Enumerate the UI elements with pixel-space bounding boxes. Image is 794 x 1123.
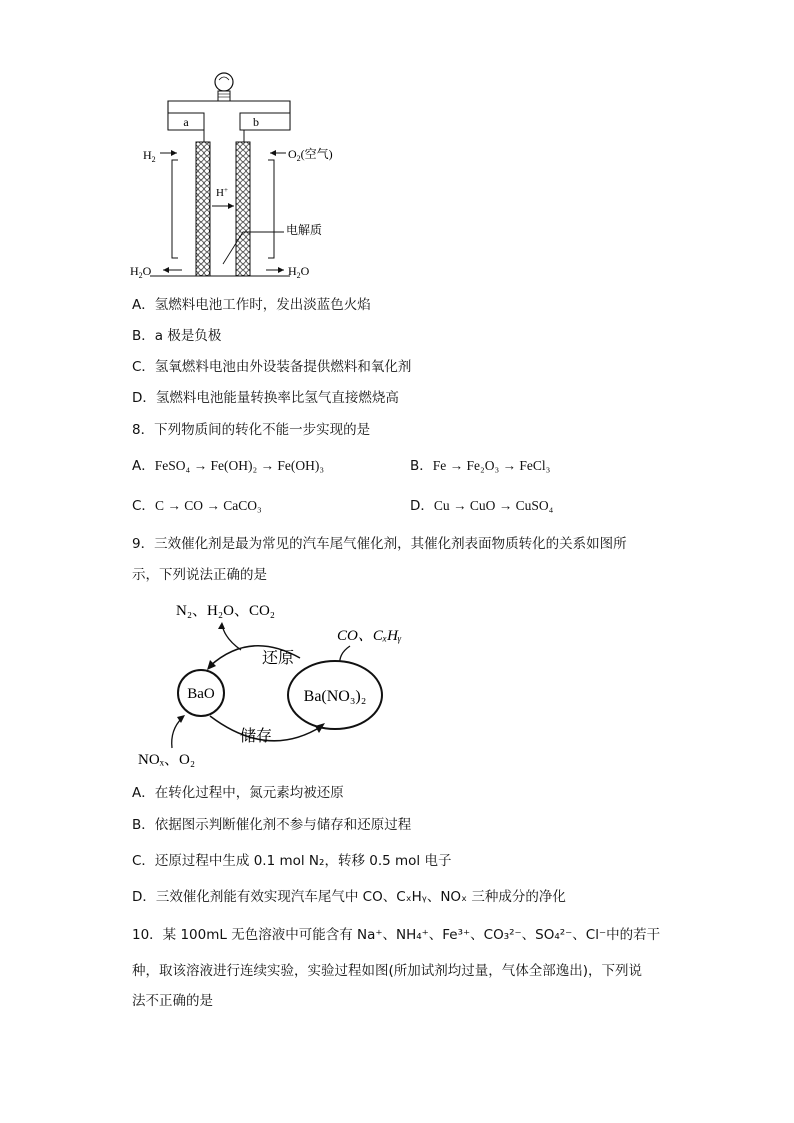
bano3-label: Ba(NO₃)₂: [303, 688, 367, 705]
q7-option-c: C．氢氧燃料电池由外设装备提供燃料和氧化剂: [132, 359, 412, 375]
bao-label: BaO: [187, 686, 215, 702]
q10-line1: 10．某 100mL 无色溶液中可能含有 Na⁺、NH₄⁺、Fe³⁺、CO₃²⁻、SO₄²⁻、Cl⁻中的若干: [132, 927, 661, 943]
q8-option-c: C．C → CO → CaCO₃: [132, 498, 262, 514]
reduce-label: 还原: [262, 650, 295, 667]
q7-option-d: D．氢燃料电池能量转换率比氢气直接燃烧高: [132, 390, 399, 406]
reductants-label: CO、CₓHᵧ: [337, 628, 402, 644]
q8-option-a: A．FeSO₄ → Fe(OH)₂ → Fe(OH)₃: [132, 458, 325, 474]
electrolyte-label: 电解质: [286, 223, 323, 237]
o2-inlet-label: $O_2$(空气): [288, 147, 333, 163]
q9-stem-line1: 9．三效催化剂是最为常见的汽车尾气催化剂，其催化剂表面物质转化的关系如图所: [132, 536, 627, 552]
reactants-label: NOₓ、O₂: [138, 752, 196, 768]
q8-option-d: D．Cu → CuO → CuSO₄: [410, 498, 554, 514]
q10-line3: 法不正确的是: [132, 993, 213, 1009]
reactants-arrow: [172, 718, 182, 748]
h2o-left-label: $H_2O$: [130, 264, 152, 280]
q8-option-b: B．Fe → Fe₂O₃ → FeCl₃: [410, 458, 551, 474]
cathode-electrode: [236, 142, 250, 276]
label-b: b: [253, 115, 259, 129]
q8-d-formula: Cu → CuO → CuSO₄: [433, 498, 554, 513]
label-a: a: [183, 115, 189, 129]
anode-electrode: [196, 142, 210, 276]
h2-inlet-label: $H_2$: [143, 148, 156, 164]
q8-c-formula: C → CO → CaCO₃: [154, 498, 262, 513]
products-arrow: [222, 624, 241, 650]
q8-a-formula: FeSO₄ → Fe(OH)₂ → Fe(OH)₃: [154, 458, 325, 473]
h-ion-label: H+: [216, 186, 228, 199]
terminal-b-box: [240, 113, 290, 130]
h2o-right-label: $H_2O$: [288, 264, 310, 280]
q9-option-a: A．在转化过程中，氮元素均被还原: [132, 785, 344, 801]
electrolyte-pointer: [223, 232, 284, 264]
store-label: 储存: [240, 728, 273, 745]
q8-b-formula: Fe → Fe₂O₃ → FeCl₃: [432, 458, 551, 473]
q8-stem: 8．下列物质间的转化不能一步实现的是: [132, 422, 371, 438]
q9-option-b: B．依据图示判断催化剂不参与储存和还原过程: [132, 817, 412, 833]
light-bulb-icon: [215, 73, 233, 101]
catalyst-cycle-diagram: [0, 590, 794, 780]
q9-option-c: C．还原过程中生成 0.1 mol N₂，转移 0.5 mol 电子: [132, 853, 452, 869]
q7-option-a: A．氢燃料电池工作时，发出淡蓝色火焰: [132, 297, 371, 313]
fuel-cell-diagram: [0, 0, 794, 290]
q9-stem-line2: 示，下列说法正确的是: [132, 567, 267, 583]
q9-option-d: D．三效催化剂能有效实现汽车尾气中 CO、CₓHᵧ、NOₓ 三种成分的净化: [132, 889, 566, 905]
q7-option-b: B．a 极是负极: [132, 328, 222, 344]
q10-line2: 种，取该溶液进行连续实验，实验过程如图(所加试剂均过量，气体全部逸出)，下列说: [132, 963, 643, 979]
products-label: N₂、H₂O、CO₂: [176, 603, 276, 619]
